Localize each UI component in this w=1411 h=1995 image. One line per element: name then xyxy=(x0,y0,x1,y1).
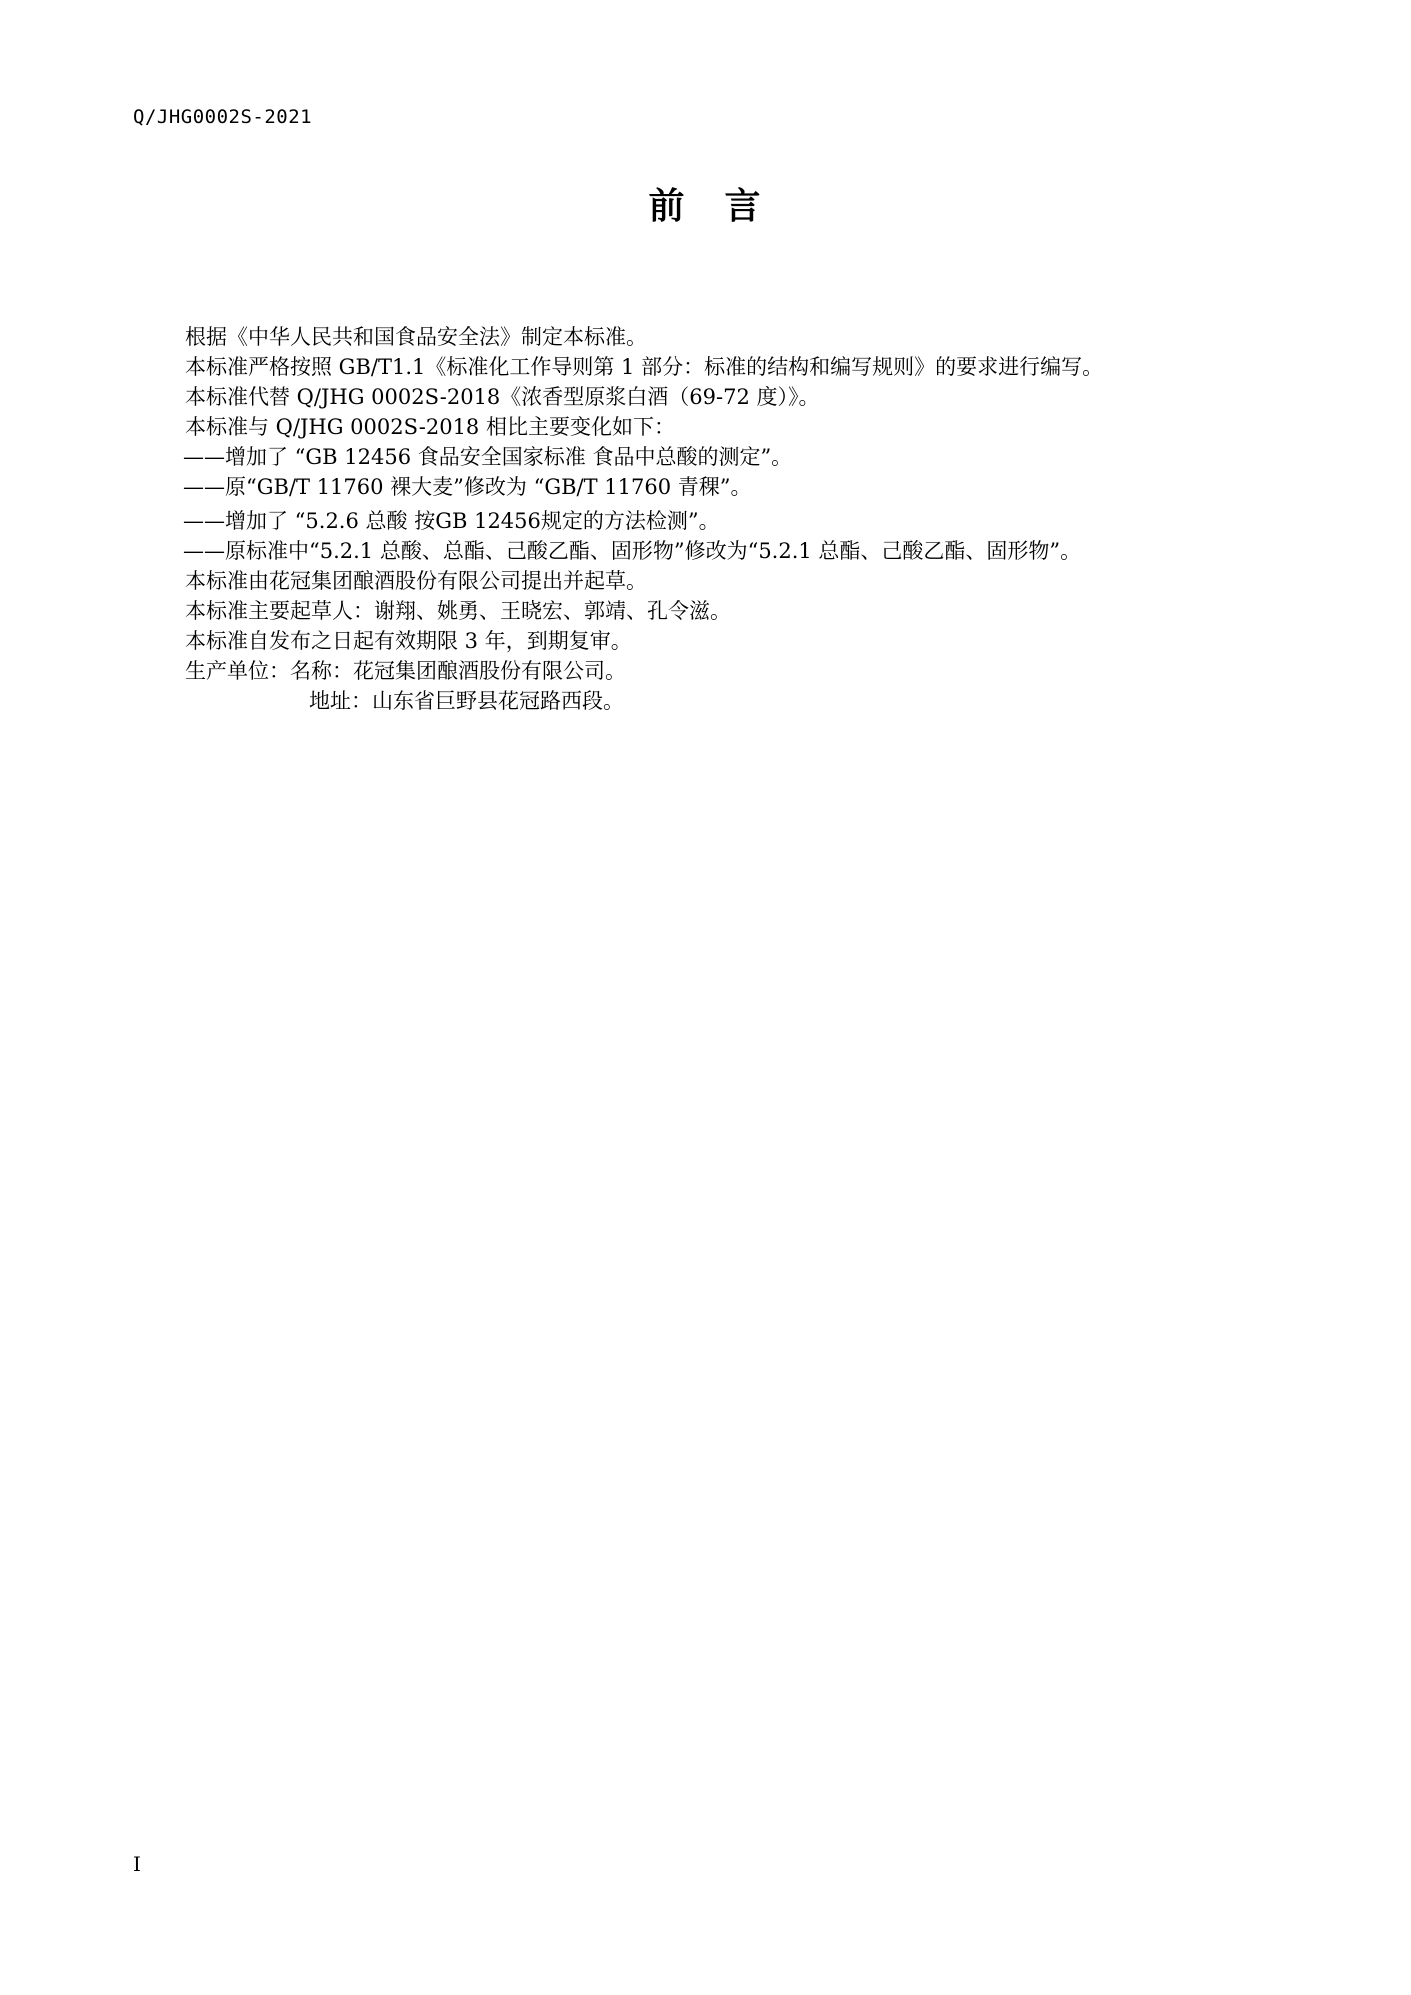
change-item-2: ——原“GB/T 11760 裸大麦”修改为 “GB/T 11760 青稞”。 xyxy=(183,475,752,499)
foreword-body xyxy=(185,322,1345,716)
change-item-3: ——增加了 “5.2.6 总酸 按GB 12456规定的方法检测”。 xyxy=(183,509,720,533)
page-title: 前 言 xyxy=(648,186,763,227)
paragraph-producer-address: 地址：山东省巨野县花冠路西段。 xyxy=(309,689,624,713)
paragraph-replaces: 本标准代替 Q/JHG 0002S-2018《浓香型原浆白酒（69-72 度）》。 xyxy=(185,385,820,409)
document-code: Q/JHG0002S-2021 xyxy=(133,106,313,128)
paragraph-validity: 本标准自发布之日起有效期限 3 年，到期复审。 xyxy=(185,629,632,653)
page-number: I xyxy=(133,1852,141,1876)
paragraph-producer-name: 生产单位：名称：花冠集团酿酒股份有限公司。 xyxy=(185,659,626,683)
change-item-4: ——原标准中“5.2.1 总酸、总酯、己酸乙酯、固形物”修改为“5.2.1 总酯、己酸乙酯、固形物”。 xyxy=(183,539,1082,563)
change-item-1: ——增加了 “GB 12456 食品安全国家标准 食品中总酸的测定”。 xyxy=(183,445,793,469)
paragraph-changes-intro: 本标准与 Q/JHG 0002S-2018 相比主要变化如下： xyxy=(185,415,675,439)
paragraph-drafters: 本标准主要起草人：谢翔、姚勇、王晓宏、郭靖、孔令滋。 xyxy=(185,599,731,623)
paragraph-legal-basis: 根据《中华人民共和国食品安全法》制定本标准。 xyxy=(185,325,647,349)
paragraph-proposer: 本标准由花冠集团酿酒股份有限公司提出并起草。 xyxy=(185,569,647,593)
paragraph-drafting-rules: 本标准严格按照 GB/T1.1《标准化工作导则第 1 部分：标准的结构和编写规则》的要求进行编写。 xyxy=(185,355,1104,379)
